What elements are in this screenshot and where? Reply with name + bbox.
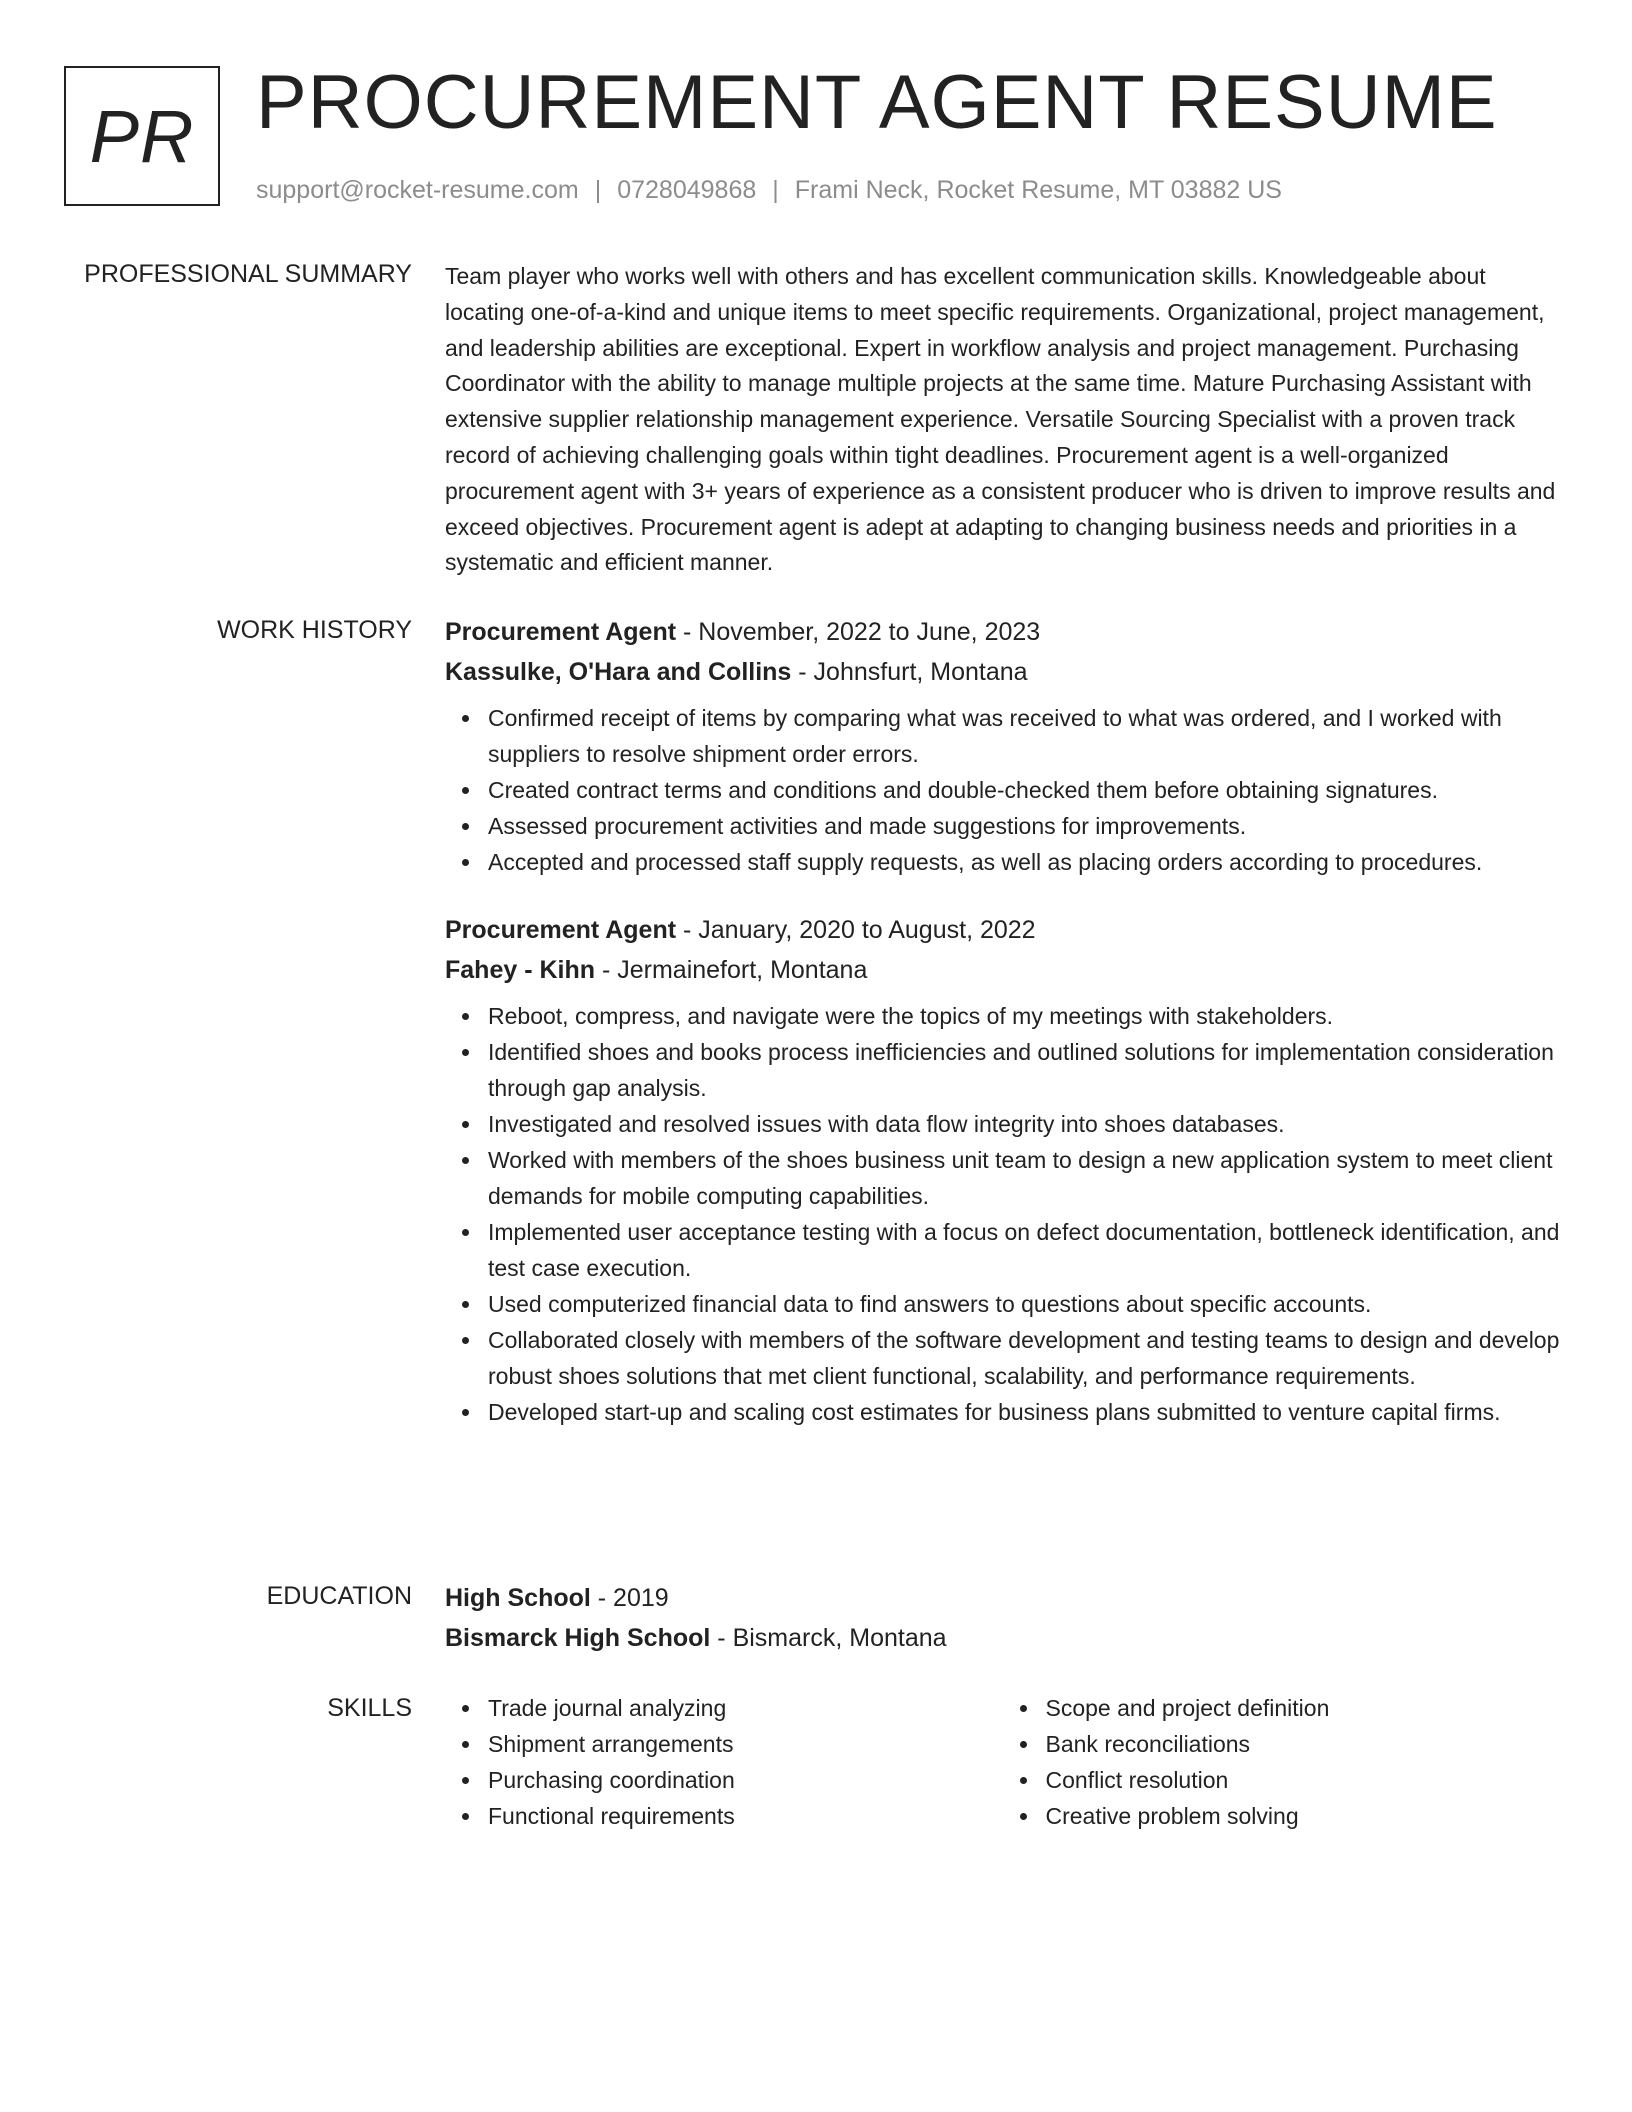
job-entry [445,910,1560,1430]
job-company: Kassulke, O'Hara and Collins [445,658,792,686]
list-item: Creative problem solving [1046,1798,1561,1834]
skills-label: SKILLS [327,1694,412,1722]
list-item: Assessed procurement activities and made suggestions for improvements. [488,808,1560,844]
list-item: Identified shoes and books process inefficiencies and outlined solutions for implementation consideration through gap analysis. [488,1034,1560,1106]
contact-line [256,174,1282,206]
job-company-line [445,652,1560,692]
job-location: - Johnsfurt, Montana [791,658,1028,686]
list-item: Worked with members of the shoes business unit team to design a new application system to meet client demands for mobile computing capabilities. [488,1142,1560,1214]
job-company: Fahey - Kihn [445,956,596,984]
job-title-line [445,612,1560,652]
list-item: Functional requirements [488,1798,1003,1834]
list-item: Collaborated closely with members of the software development and testing teams to design and develop robust shoes solutions that met client functional, scalability, and performance requirements. [488,1322,1560,1394]
job-title-line [445,910,1560,950]
summary-text: Team player who works well with others and has excellent communication skills. Knowledgeable about locating one-of-a-kind and unique items to meet specific requirements. Organizational, project management, and leadership abilities are exceptional. Expert in workflow analysis and project management. Purchasing Coordinator with the ability to manage multiple projects at the same time. Mature Purchasing Assistant with extensive supplier relationship management experience. Versatile Sourcing Specialist with a proven track record of achieving challenging goals within tight deadlines. Procurement agent is a well-organized procurement agent with 3+ years of experience as a consistent producer who is driven to improve results and exceed objectives. Procurement agent is adept at adapting to changing business needs and priorities in a systematic and efficient manner. [445,263,1556,576]
list-item: Used computerized financial data to find answers to questions about specific accounts. [488,1286,1560,1322]
education-location: - Bismarck, Montana [710,1624,947,1652]
education-degree: High School [445,1584,591,1612]
education-body [445,1578,1560,1658]
contact-address: Frami Neck, Rocket Resume, MT 03882 US [794,176,1282,204]
skills-list-right [1003,1690,1561,1834]
skills-body [445,1690,1560,1834]
summary-body [445,259,1560,581]
education-school-line [445,1618,1560,1658]
contact-separator: | [594,176,602,204]
list-item: Developed start-up and scaling cost estimates for business plans submitted to venture capital firms. [488,1394,1560,1430]
list-item: Confirmed receipt of items by comparing what was received to what was ordered, and I worked with suppliers to resolve shipment order errors. [488,700,1560,772]
page-title: PROCUREMENT AGENT RESUME [256,60,1498,145]
job-location: - Jermainefort, Montana [595,956,868,984]
list-item: Shipment arrangements [488,1726,1003,1762]
list-item: Purchasing coordination [488,1762,1003,1798]
skills-list-left [445,1690,1003,1834]
job-dates: - November, 2022 to June, 2023 [676,618,1041,646]
education-label: EDUCATION [266,1582,412,1610]
list-item: Bank reconciliations [1046,1726,1561,1762]
education-school: Bismarck High School [445,1624,711,1652]
job-title: Procurement Agent [445,916,677,944]
summary-label: PROFESSIONAL SUMMARY [84,260,412,288]
contact-separator: | [772,176,779,204]
list-item: Accepted and processed staff supply requests, as well as placing orders according to procedures. [488,844,1560,880]
list-item: Scope and project definition [1046,1690,1561,1726]
job-title: Procurement Agent [445,618,677,646]
education-year: - 2019 [590,1584,669,1612]
list-item: Conflict resolution [1046,1762,1561,1798]
job-entry [445,612,1560,880]
job-bullets [445,700,1560,880]
list-item: Reboot, compress, and navigate were the topics of my meetings with stakeholders. [488,998,1560,1034]
education-degree-line [445,1578,1560,1618]
job-dates: - January, 2020 to August, 2022 [676,916,1036,944]
contact-email: support@rocket-resume.com [256,176,579,204]
skills-columns [445,1690,1560,1834]
job-bullets [445,998,1560,1430]
work-history-body [445,612,1560,1430]
work-history-label: WORK HISTORY [217,616,412,644]
contact-phone: 0728049868 [617,176,757,204]
list-item: Trade journal analyzing [488,1690,1003,1726]
job-company-line [445,950,1560,990]
list-item: Created contract terms and conditions and double-checked them before obtaining signatures. [488,772,1560,808]
list-item: Implemented user acceptance testing with a focus on defect documentation, bottleneck identification, and test case execution. [488,1214,1560,1286]
list-item: Investigated and resolved issues with data flow integrity into shoes databases. [488,1106,1560,1142]
monogram-logo: PR [64,66,220,206]
